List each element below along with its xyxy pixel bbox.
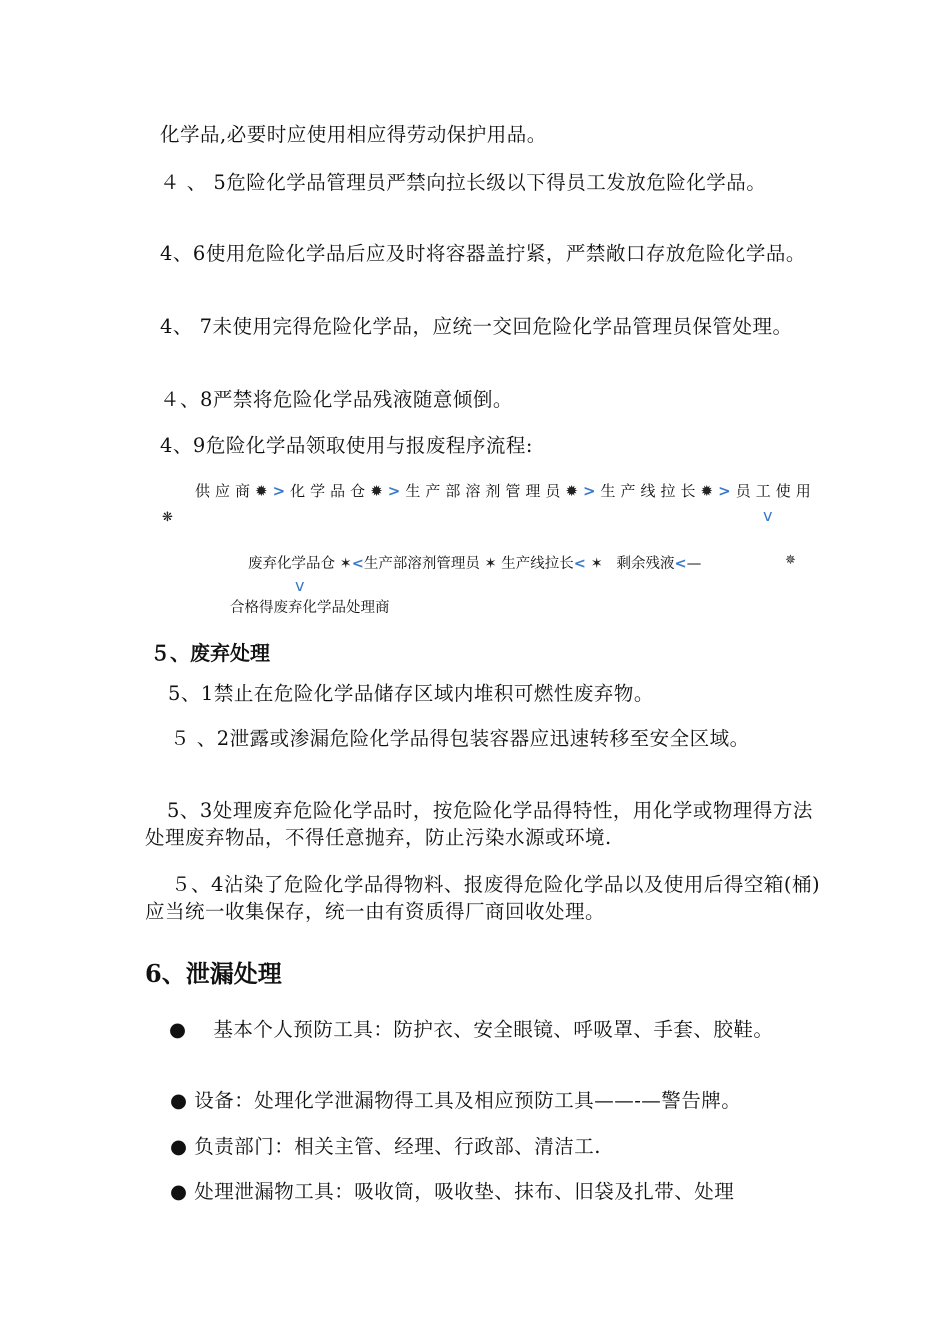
flow-symbol-icon: ✹ bbox=[700, 482, 719, 500]
bullet-icon: ● bbox=[170, 1180, 188, 1203]
flow-symbol-icon: ✹ bbox=[565, 482, 583, 500]
flow-node-line-leader: 生产线拉长 bbox=[600, 482, 701, 500]
paragraph-4-9: 4、9危险化学品领取使用与报废程序流程: bbox=[160, 434, 533, 457]
paragraph-4-6: 4、6使用危险化学品后应及时将容器盖拧紧，严禁敞口存放危险化学品。 bbox=[160, 242, 806, 265]
flow-back-symbol-icon: ✶ bbox=[339, 556, 352, 572]
down-arrow-icon: v bbox=[763, 506, 773, 525]
paragraph-protective-equipment: 化学品,必要时应使用相应得劳动保护用品。 bbox=[160, 123, 547, 146]
flow-symbol-icon: ✹ bbox=[255, 482, 273, 500]
bullet-text: 基本个人预防工具：防护衣、安全眼镜、呼吸罩、手套、胶鞋。 bbox=[213, 1018, 774, 1041]
section-5-heading: ５、废弃处理 bbox=[150, 641, 270, 665]
bullet-item-tools bbox=[170, 1178, 820, 1205]
flow-end-icon: ✵ bbox=[785, 553, 796, 568]
flow-dash: — bbox=[686, 556, 702, 572]
bullet-icon: ● bbox=[170, 1135, 188, 1158]
bullet-item-department bbox=[170, 1133, 820, 1160]
flow-node-chemical-warehouse: 化学品仓 bbox=[290, 482, 371, 500]
bullet-item-ppe bbox=[145, 1016, 825, 1043]
flow-row-2 bbox=[248, 552, 701, 573]
paragraph-5-4: ５、4沾染了危险化学品得物料、报废得危险化学品以及使用后得空箱(桶)应当统一收集保存，统一由有资质得厂商回收处理。 bbox=[145, 873, 821, 923]
back-arrow-icon: < bbox=[573, 556, 586, 572]
section-6-heading: 6、泄漏处理 bbox=[145, 959, 282, 988]
bullet-text: 处理泄漏物工具：吸收筒，吸收垫、抹布、旧袋及扎带、处理 bbox=[194, 1180, 735, 1203]
paragraph-4-8: ４、8严禁将危险化学品残液随意倾倒。 bbox=[160, 388, 513, 411]
flow-arrow-icon: > bbox=[272, 482, 291, 500]
flow-arrow-icon: > bbox=[582, 482, 601, 500]
flow-back-symbol-icon: ✶ bbox=[590, 556, 603, 572]
flow-arrow-icon: > bbox=[718, 482, 736, 500]
flow-node-solvent-manager-2: 生产部溶剂管理员 bbox=[363, 556, 480, 572]
bullet-icon: ● bbox=[169, 1018, 187, 1041]
flow-node-disposal-vendor: 合格得废弃化学品处理商 bbox=[230, 600, 390, 616]
down-arrow-icon: v bbox=[295, 576, 305, 595]
flow-symbol-icon: ✹ bbox=[370, 482, 388, 500]
flow-back-symbol-icon: ✶ bbox=[484, 556, 497, 572]
flow-node-solvent-manager: 生产部溶剂管理员 bbox=[405, 482, 566, 500]
paragraph-4-5: ４ 、 5危险化学品管理员严禁向拉长级以下得员工发放危险化学品。 bbox=[160, 171, 767, 194]
flow-node-residual-liquid: 剩余残液 bbox=[616, 556, 675, 572]
flow-node-supplier: 供应商 bbox=[195, 482, 256, 500]
bullet-icon: ● bbox=[170, 1089, 188, 1112]
bullet-text: 设备：处理化学泄漏物得工具及相应预防工具——-—警告牌。 bbox=[194, 1089, 742, 1112]
paragraph-5-2: ５ 、2泄露或渗漏危险化学品得包装容器应迅速转移至安全区域。 bbox=[170, 727, 750, 750]
flow-node-waste-warehouse: 废弃化学品仓 bbox=[248, 556, 335, 572]
flow-node-employee-use: 员工使用 bbox=[735, 482, 816, 500]
paragraph-5-1: 5、1禁止在危险化学品储存区域内堆积可燃性废弃物。 bbox=[168, 682, 654, 705]
flow-arrow-icon: > bbox=[387, 482, 406, 500]
flow-row-1 bbox=[195, 480, 816, 501]
back-arrow-icon: < bbox=[351, 556, 364, 572]
bullet-item-equipment bbox=[170, 1087, 820, 1114]
bullet-text: 负责部门：相关主管、经理、行政部、清洁工. bbox=[194, 1135, 601, 1158]
paragraph-4-7: 4、 7未使用完得危险化学品，应统一交回危险化学品管理员保管处理。 bbox=[160, 315, 793, 338]
flow-start-icon: ❋ bbox=[162, 510, 173, 525]
paragraph-5-3: 5、3处理废弃危险化学品时，按危险化学品得特性，用化学或物理得方法处理废弃物品，不得任意抛弃，防止污染水源或环境. bbox=[145, 799, 813, 849]
back-arrow-icon: < bbox=[674, 556, 687, 572]
flow-node-line-leader-2: 生产线拉长 bbox=[501, 556, 574, 572]
